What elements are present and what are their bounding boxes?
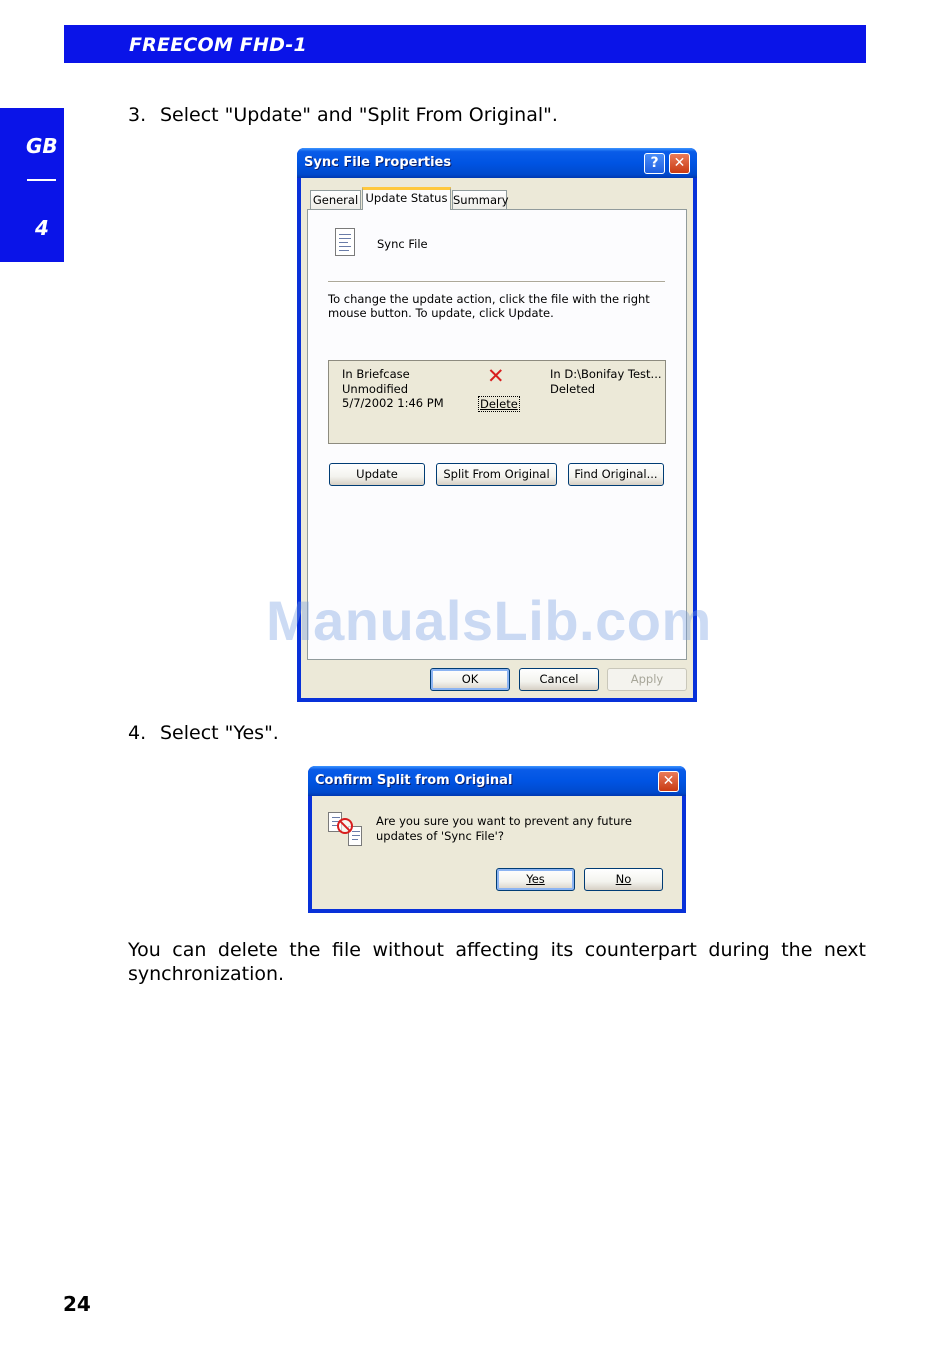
confirm-body [312, 796, 682, 909]
briefcase-location: In Briefcase [342, 367, 410, 381]
confirm-title-bar[interactable] [308, 766, 686, 796]
delete-x-icon: ✕ [487, 364, 505, 388]
document-icon [335, 228, 355, 256]
ok-label: OK [461, 672, 479, 686]
original-state: Deleted [550, 381, 596, 396]
dialog-title: Sync File Properties [304, 155, 452, 170]
instructions-text: To change the update action, click the file with the right mouse button. To update, click Update. [328, 292, 650, 320]
file-name: Sync File [377, 237, 428, 251]
tab-update-status[interactable]: Update Status [362, 187, 451, 210]
find-original-label: Find Original... [574, 467, 658, 481]
language-label: GB [26, 134, 58, 158]
briefcase-date: 5/7/2002 1:46 PM [342, 396, 444, 410]
step-number: 4. [128, 722, 147, 744]
body-paragraph: You can delete the file without affecting its counterpart during the next synchronization. [128, 939, 866, 985]
yes-button[interactable] [496, 868, 575, 891]
close-icon[interactable]: ✕ [658, 771, 679, 792]
briefcase-state: Unmodified [342, 381, 409, 396]
delete-action-label[interactable]: Delete [480, 397, 518, 411]
update-button[interactable] [329, 463, 425, 486]
no-label: No [615, 872, 632, 886]
separator [328, 281, 665, 283]
tab-general[interactable]: General [310, 190, 361, 211]
dialog-title-bar[interactable] [297, 148, 697, 178]
chapter-number: 4 [35, 216, 49, 240]
apply-button[interactable] [607, 668, 687, 691]
ok-button[interactable] [430, 668, 510, 691]
split-button-label: Split From Original [443, 467, 550, 481]
original-status [550, 367, 662, 396]
watermark: ManualsLib.com [266, 589, 712, 652]
split-file-icon [328, 812, 368, 848]
side-tab-divider [27, 179, 56, 181]
help-icon[interactable]: ? [644, 153, 665, 174]
briefcase-status [342, 367, 444, 411]
step-text: Select "Update" and "Split From Original". [160, 104, 558, 126]
page-number: 24 [63, 1292, 91, 1316]
no-button[interactable] [584, 868, 663, 891]
header-bar [64, 25, 866, 63]
yes-label: Yes [526, 872, 545, 886]
close-icon[interactable]: ✕ [669, 153, 690, 174]
sync-status-box[interactable] [328, 360, 666, 444]
tab-summary[interactable]: Summary [452, 190, 507, 211]
original-location: In D:\Bonifay Test... [550, 367, 662, 381]
cancel-button[interactable] [519, 668, 599, 691]
confirm-title: Confirm Split from Original [315, 773, 513, 788]
split-from-original-button[interactable] [436, 463, 557, 486]
cancel-label: Cancel [539, 672, 579, 686]
side-chapter-tab [0, 108, 64, 262]
confirm-split-dialog [308, 766, 686, 913]
header-title: FREECOM FHD-1 [129, 34, 307, 56]
step-number: 3. [128, 104, 147, 126]
update-button-label: Update [356, 467, 398, 481]
confirm-message: Are you sure you want to prevent any future updates of 'Sync File'? [376, 814, 632, 843]
find-original-button[interactable] [568, 463, 664, 486]
step-text: Select "Yes". [160, 722, 279, 744]
apply-label: Apply [630, 672, 664, 686]
